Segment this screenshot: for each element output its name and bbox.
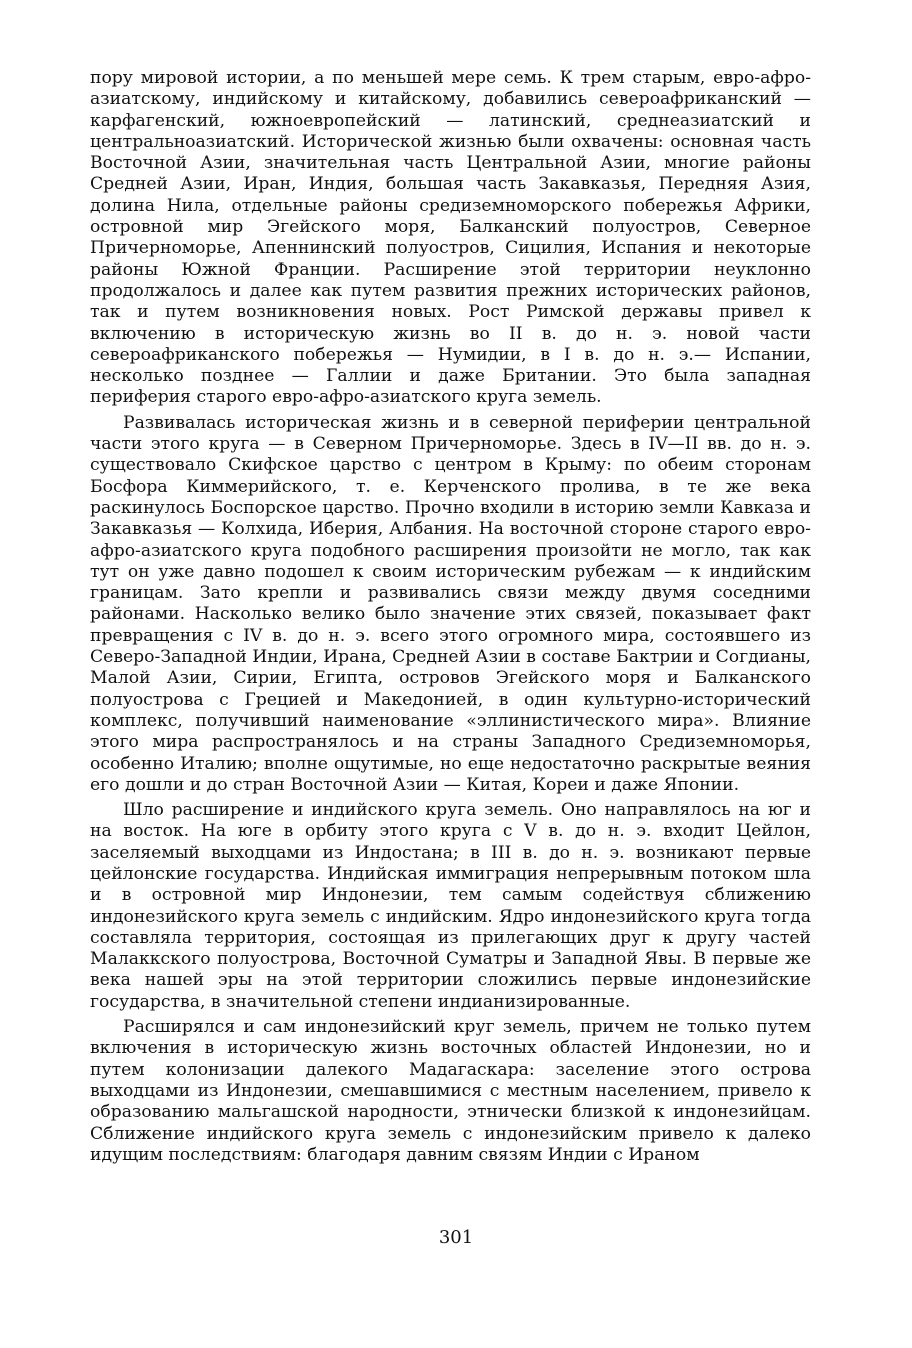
page-number: 301	[438, 1227, 474, 1248]
paragraph: Шло расширение и индийского круга земель. Оно направлялось на юг и на восток. На юге в орбиту этого круга с V в. до н. э. входит Цейлон, заселяемый выходцами из Индостана; в III в. до н. э. возникают первые цейлонские государства. Индийская иммиграция непрерывным потоком шла и в островной мир Индонезии, тем самым содействуя сближению индонезийского круга земель с индийским. Ядро индонезийского круга тогда составляла территория, состоящая из прилегающих друг к другу частей Малаккского полуострова, Восточной Суматры и Западной Явы. В первые же века нашей эры на этой территории сложились первые индонезийские государства, в значительной степени индианизированные.	[90, 800, 811, 1012]
paragraph: Расширялся и сам индонезийский круг земель, причем не только путем включения в историческую жизнь восточных областей Индонезии, но и путем колонизации далекого Мадагаскара: заселение этого острова выходцами из Индонезии, смешавшимися с местным населением, привело к образованию мальгашской народности, этнически близкой к индонезийцам. Сближение индийского круга земель с индонезийским привело к далеко идущим последствиям: благодаря давним связям Индии с Ираном	[90, 1017, 811, 1165]
page-body	[90, 68, 811, 1166]
paragraph-continuation: пору мировой истории, а по меньшей мере семь. К трем старым, евро-афро-азиатскому, индийскому и китайскому, добавились североафриканский — карфагенский, южноевропейский — латинский, среднеазиатский и центральноазиатский. Исторической жизнью были охвачены: основная часть Восточной Азии, значительная часть Центральной Азии, многие районы Средней Азии, Иран, Индия, большая часть Закавказья, Передняя Азия, долина Нила, отдельные районы средиземноморского побережья Африки, островной мир Эгейского моря, Балканский полуостров, Северное Причерноморье, Апеннинский полуостров, Сицилия, Испания и некоторые районы Южной Франции. Расширение этой территории неуклонно продолжалось и далее как путем развития прежних исторических районов, так и путем возникновения новых. Рост Римской державы привел к включению в историческую жизнь во II в. до н. э. новой части североафриканского побережья — Нумидии, в I в. до н. э.— Испании, несколько позднее — Галлии и даже Британии. Это была западная периферия старого евро-афро-азиатского круга земель.	[90, 68, 811, 408]
paragraph: Развивалась историческая жизнь и в северной периферии центральной части этого круга — в Северном Причерноморье. Здесь в IV—II вв. до н. э. существовало Скифское царство с центром в Крыму: по обеим сторонам Босфора Киммерийского, т. е. Керченского пролива, в те же века раскинулось Боспорское царство. Прочно входили в историю земли Кавказа и Закавказья — Колхида, Иберия, Албания. На восточной стороне старого евро-афро-азиатского круга подобного расширения произойти не могло, так как тут он уже давно подошел к своим историческим рубежам — к индийским границам. Зато крепли и развивались связи между двумя соседними районами. Насколько велико было значение этих связей, показывает факт превращения с IV в. до н. э. всего этого огромного мира, состоявшего из Северо-Западной Индии, Ирана, Средней Азии в составе Бактрии и Согдианы, Малой Азии, Сирии, Египта, островов Эгейского моря и Балканского полуострова с Грецией и Македонией, в один культурно-исторический комплекс, получивший наименование «эллинистического мира». Влияние этого мира распространялось и на страны Западного Средиземноморья, особенно Италию; вполне ощутимые, но еще недостаточно раскрытые веяния его дошли и до стран Восточной Азии — Китая, Кореи и даже Японии.	[90, 412, 811, 795]
